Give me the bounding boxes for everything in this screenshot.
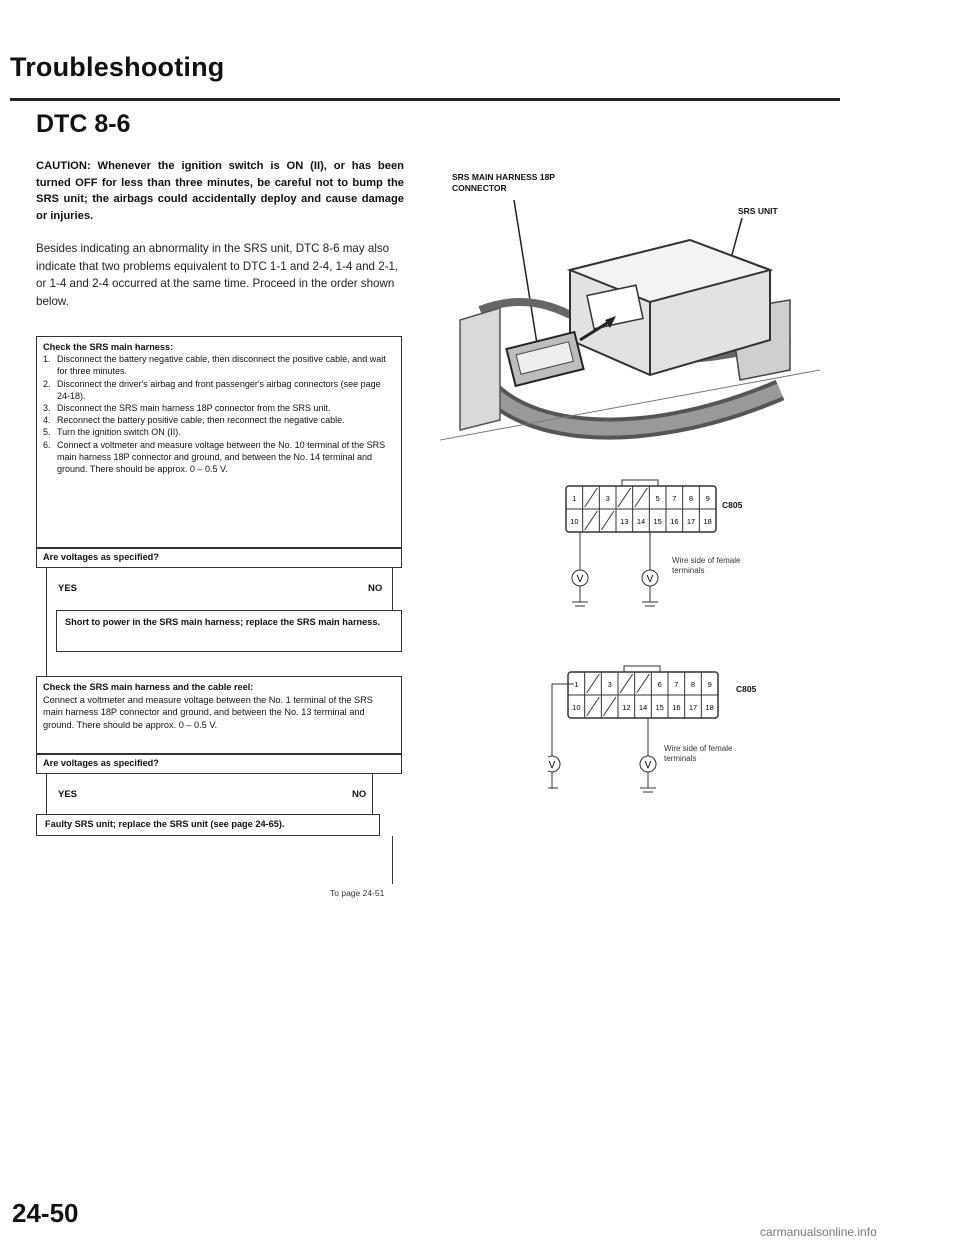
to-page-note: To page 24-51 xyxy=(330,888,385,898)
terminal-number: 7 xyxy=(674,680,679,689)
terminal-number: 3 xyxy=(605,494,610,503)
terminal-number: 6 xyxy=(657,680,662,689)
terminal-number: 15 xyxy=(653,517,662,526)
step1-item: 3. Disconnect the SRS main harness 18P connector from the SRS unit. xyxy=(43,403,331,414)
terminal-number: 15 xyxy=(655,703,664,712)
terminal-number: 12 xyxy=(622,703,631,712)
srs-unit-label: SRS UNIT xyxy=(738,206,778,216)
step1-box xyxy=(36,336,402,548)
connector1-id: C805 xyxy=(722,500,743,510)
terminal-number: 1 xyxy=(572,494,577,503)
terminal-number: 17 xyxy=(688,703,698,712)
terminal-number: 14 xyxy=(636,517,646,526)
meter-label-2b: V xyxy=(644,760,652,771)
step1-heading: Check the SRS main harness: xyxy=(43,342,174,352)
terminal-number: 8 xyxy=(688,494,694,503)
flow-line-yes-1 xyxy=(46,568,47,676)
page-title: Troubleshooting xyxy=(10,52,225,82)
meter-label-2a: V xyxy=(548,760,556,771)
terminal-number: 9 xyxy=(707,680,712,689)
harness-connector-label: SRS MAIN HARNESS 18P CONNECTOR xyxy=(452,172,555,193)
step2-yes-label: YES xyxy=(58,789,78,800)
connector1-note: Wire side of female terminals xyxy=(672,556,741,575)
terminal-number: 18 xyxy=(705,703,714,712)
connector2-note: Wire side of female terminals xyxy=(664,744,733,763)
step2-no-result: Faulty SRS unit; replace the SRS unit (see page 24-65). xyxy=(36,814,380,836)
section-title: DTC 8-6 xyxy=(36,110,131,138)
terminal-number: 9 xyxy=(705,494,710,503)
terminal-number: 16 xyxy=(670,517,679,526)
terminal-number: 17 xyxy=(686,517,696,526)
terminal-number: 10 xyxy=(570,517,579,526)
terminal-number: 7 xyxy=(672,494,677,503)
step2-heading: Check the SRS main harness and the cable reel: xyxy=(43,682,254,692)
step1-item: 6. Connect a voltmeter and measure voltage between the No. 10 terminal of the SRS main harness 18P connector and ground, and between the No. 14 terminal and ground. There should be approx. 0 – 0.5 V. xyxy=(43,439,386,475)
meter-label-1a: V xyxy=(576,574,584,585)
step2-box xyxy=(36,676,402,754)
srs-unit-illustration xyxy=(440,190,820,460)
page-number: 24-50 xyxy=(12,1198,79,1228)
step2-question: Are voltages as specified? xyxy=(36,754,402,774)
flow-line-no-2 xyxy=(372,774,373,814)
terminal-number: 16 xyxy=(672,703,681,712)
terminal-number: 13 xyxy=(620,517,629,526)
step2-no-label: NO xyxy=(352,789,367,800)
step1-no-label: NO xyxy=(368,583,383,594)
step1-yes-label: YES xyxy=(58,583,78,594)
flow-line-yes-2 xyxy=(46,774,47,814)
terminal-number: 3 xyxy=(607,680,612,689)
terminal-number: 8 xyxy=(690,680,696,689)
intro-text: Besides indicating an abnormality in the SRS unit, DTC 8-6 may also indicate that two problems equivalent to DTC 1-1 and 2-4, 1-4 and 2-1, or 1-4 and 2-4 occurred at the same time. Proceed in the order shown below. xyxy=(36,242,399,308)
step1-item: 5. Turn the ignition switch ON (II). xyxy=(43,427,181,438)
connector-diagram-2 xyxy=(548,664,728,804)
terminal-number: 10 xyxy=(572,703,581,712)
flow-line-down xyxy=(392,836,393,884)
flow-line-no-1 xyxy=(392,568,393,610)
step1-item: 1. Disconnect the battery negative cable, then disconnect the positive cable, and wait for three minutes. xyxy=(43,354,386,377)
caution-text: CAUTION: Whenever the ignition switch is ON (II), or has been turned OFF for less than three minutes, be careful not to bump the SRS unit; the airbags could accidentally deploy and cause damage or injuries. xyxy=(36,160,404,222)
watermark: carmanualsonline.info xyxy=(760,1225,877,1239)
terminal-number: 1 xyxy=(574,680,579,689)
connector-diagram-1 xyxy=(560,478,743,618)
meter-label-1b: V xyxy=(646,574,654,585)
step2-text: Connect a voltmeter and measure voltage between the No. 1 terminal of the SRS main harness 18P connector and ground, and between the No. 13 terminal and ground. There should be approx. 0 – 0.5 V. xyxy=(43,694,373,730)
connector2-id: C805 xyxy=(736,684,757,694)
step1-question: Are voltages as specified? xyxy=(36,548,402,568)
step1-no-result: Short to power in the SRS main harness; replace the SRS main harness. xyxy=(56,610,402,652)
terminal-number: 5 xyxy=(655,494,660,503)
title-rule xyxy=(10,98,840,101)
terminal-number: 18 xyxy=(703,517,712,526)
step1-item: 2. Disconnect the driver's airbag and front passenger's airbag connectors (see page 24-18). xyxy=(43,378,381,401)
step1-item: 4. Reconnect the battery positive cable, then reconnect the negative cable. xyxy=(43,415,345,426)
terminal-number: 14 xyxy=(638,703,648,712)
